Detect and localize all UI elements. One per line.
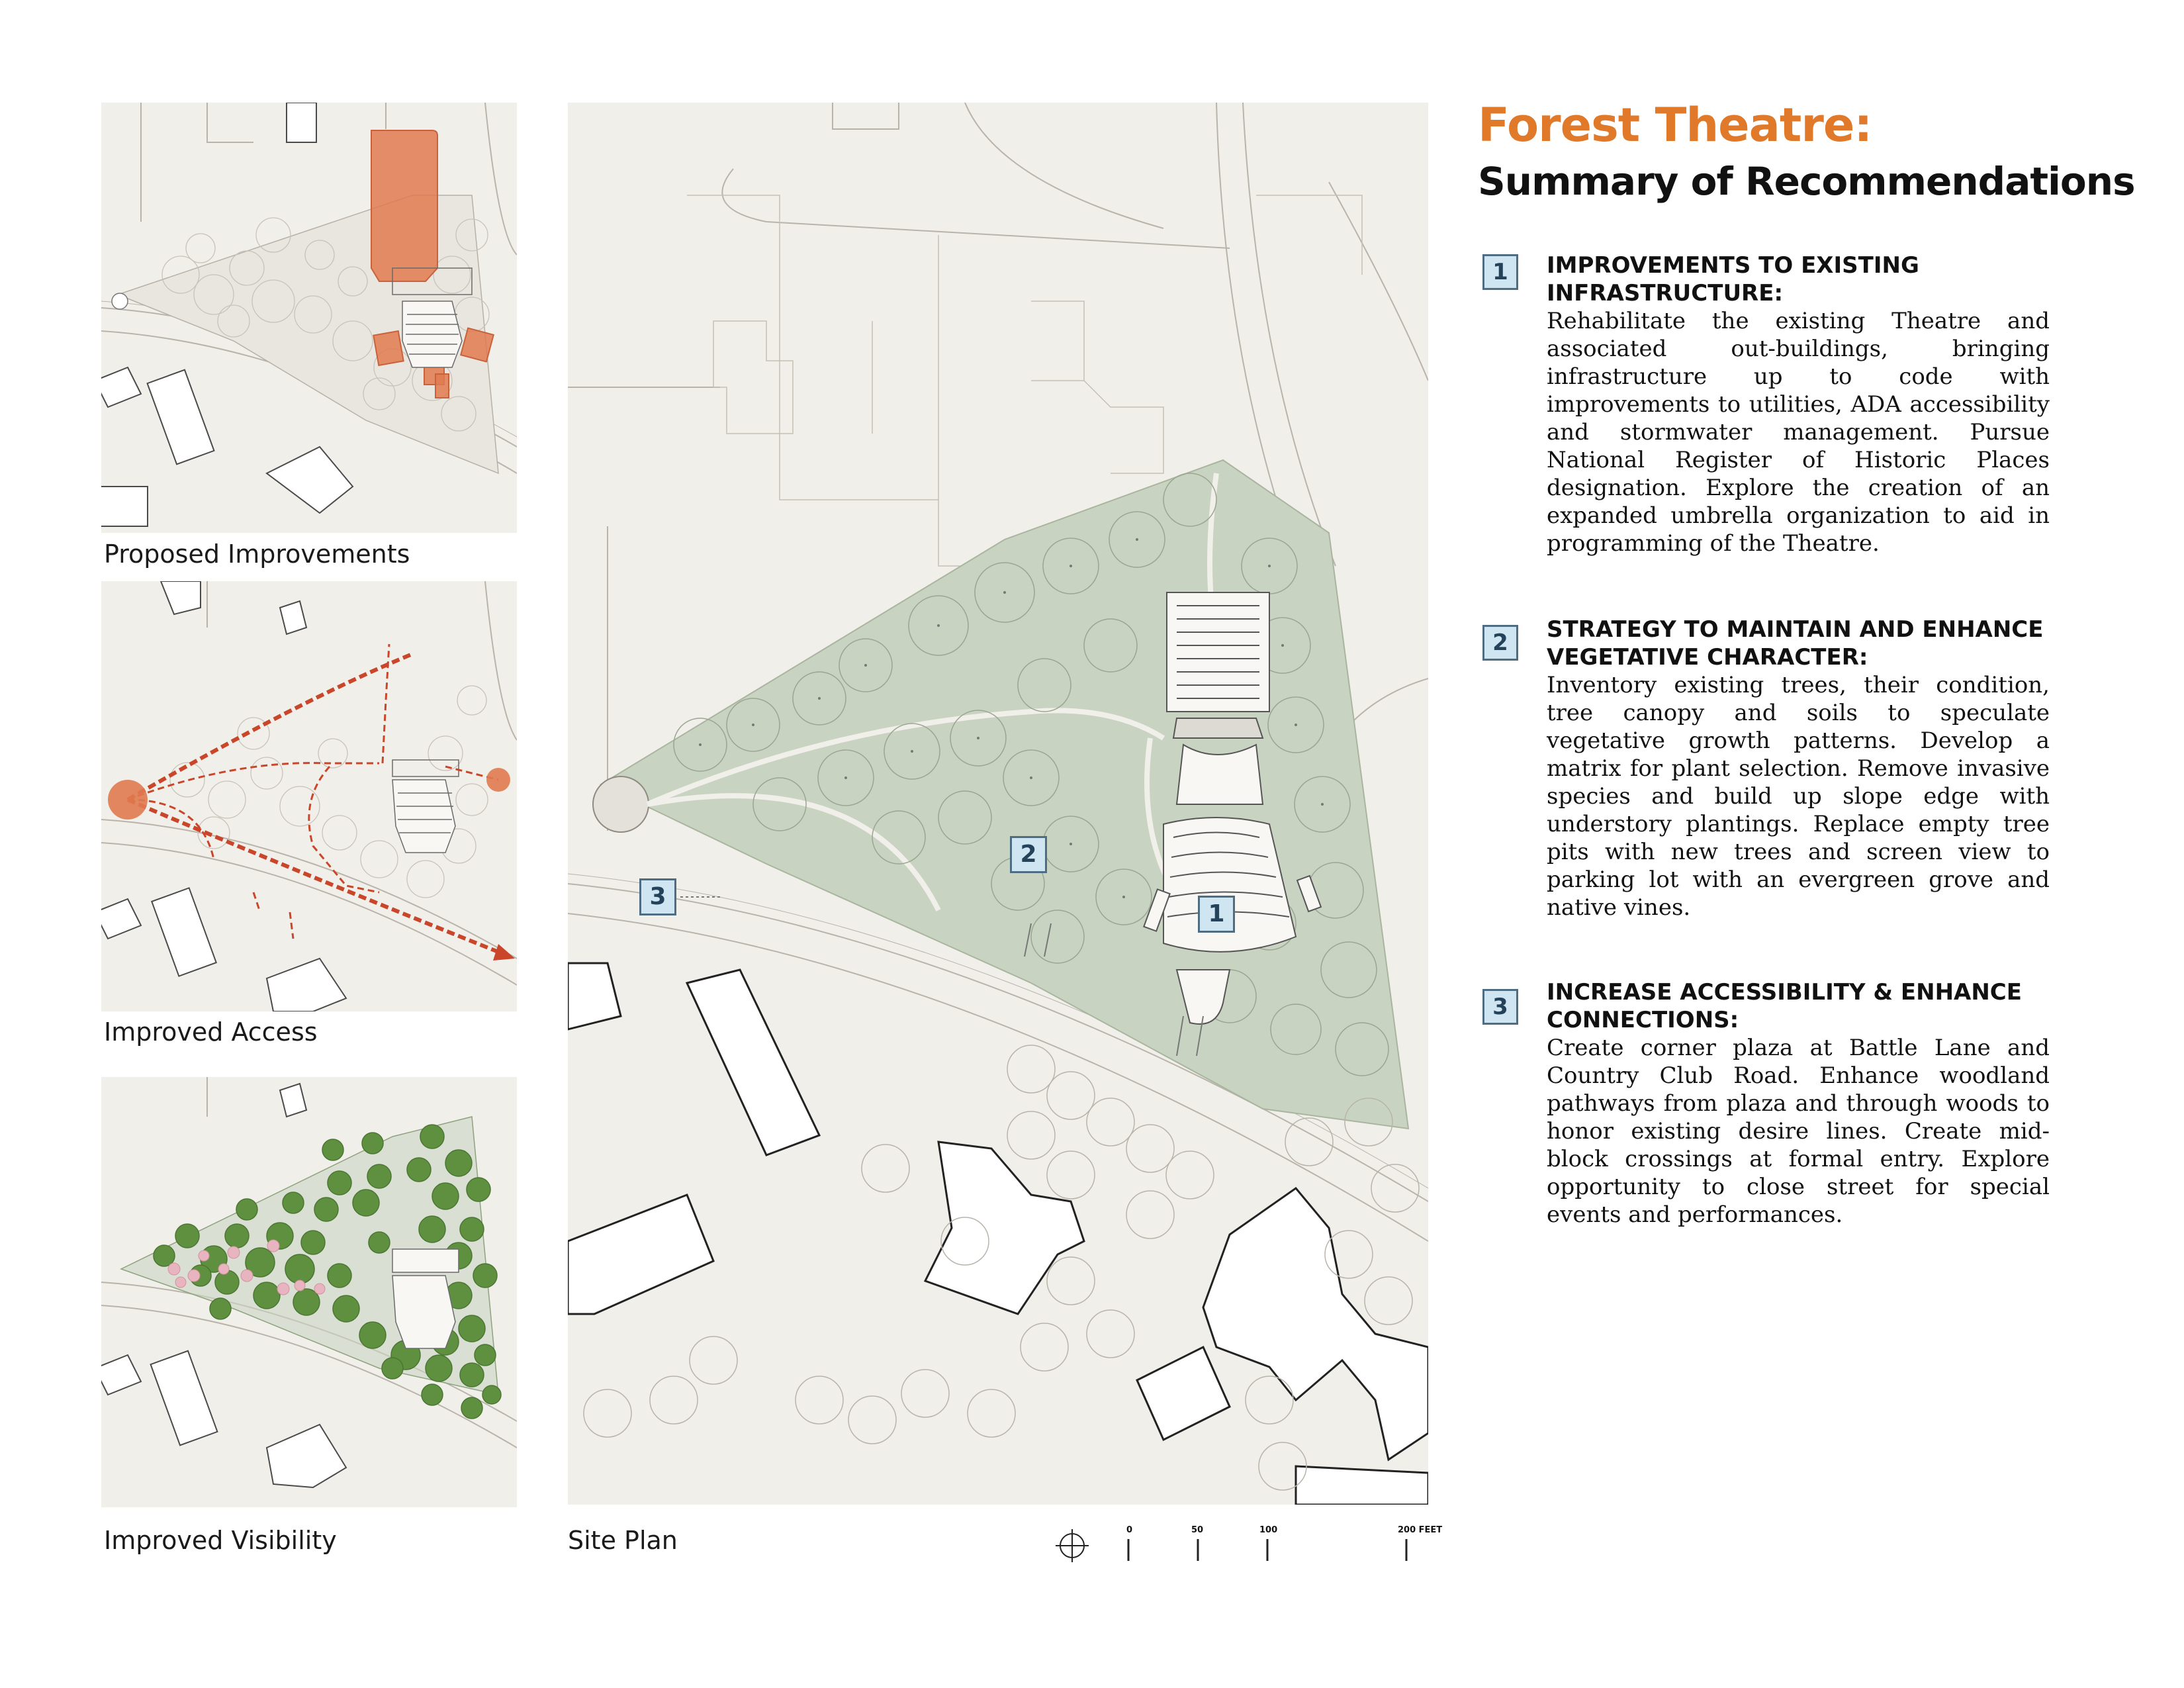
improved-access-caption: Improved Access [104,1017,318,1047]
corner-plaza [593,776,649,832]
rec-body-1: Rehabilitate the existing Theatre and associated out-buildings, bringing infrastructure up to code with improvements to utilities, ADA accessibility and stormwater management. Pursue National Register of Historic Places designation. Explore the creation of an expanded umbrella organization to aid in programming of the Theatre. [1547,308,2050,557]
site-marker-1: 1 [1198,896,1235,933]
site-plan-caption: Site Plan [568,1526,678,1555]
scale-tick-0: 0 [1126,1525,1133,1535]
rec-body-2: Inventory existing trees, their condition, tree canopy and soils to speculate vegetative growth patterns. Develop a matrix for plant selection. Remove invasive species and build up slope edge with understory plantings. Replace empty tree pits with new trees and screen view to parking lot with an evergreen grove and native vines. [1547,672,2050,921]
improved-visibility-caption: Improved Visibility [104,1526,337,1555]
site-marker-2: 2 [1010,836,1047,873]
rec-number-3: 3 [1482,989,1518,1025]
improved-access-map [101,581,517,1011]
site-plan-map [568,103,1428,1505]
page-subtitle: Summary of Recommendations [1478,159,2135,204]
scale-bar [1052,1523,1449,1569]
plaza-node [108,780,148,820]
proposed-improvements-caption: Proposed Improvements [104,539,410,569]
scale-tick-200: 200 FEET [1398,1525,1443,1535]
scale-tick-100: 100 [1259,1525,1278,1535]
page-title: Forest Theatre: [1478,98,1872,152]
scale-tick-50: 50 [1191,1525,1204,1535]
rec-heading-2: STRATEGY TO MAINTAIN AND ENHANCE VEGETATIVE CHARACTER: [1547,616,2044,671]
rec-heading-3: INCREASE ACCESSIBILITY & ENHANCE CONNECTIONS: [1547,979,2022,1033]
proposed-improvements-map [101,103,517,533]
site-marker-3: 3 [639,878,676,915]
improved-visibility-map [101,1077,517,1507]
rec-body-3: Create corner plaza at Battle Lane and Country Club Road. Enhance woodland pathways from plaza and through woods to honor existing desire lines. Create mid-block crossings at formal entry. Explore opportunity to close street for special events and performances. [1547,1035,2050,1228]
east-node [486,768,510,792]
rec-heading-1: IMPROVEMENTS TO EXISTING INFRASTRUCTURE: [1547,252,1919,306]
rec-number-2: 2 [1482,625,1518,661]
rec-number-1: 1 [1482,254,1518,290]
north-arrow-icon [1056,1529,1089,1562]
